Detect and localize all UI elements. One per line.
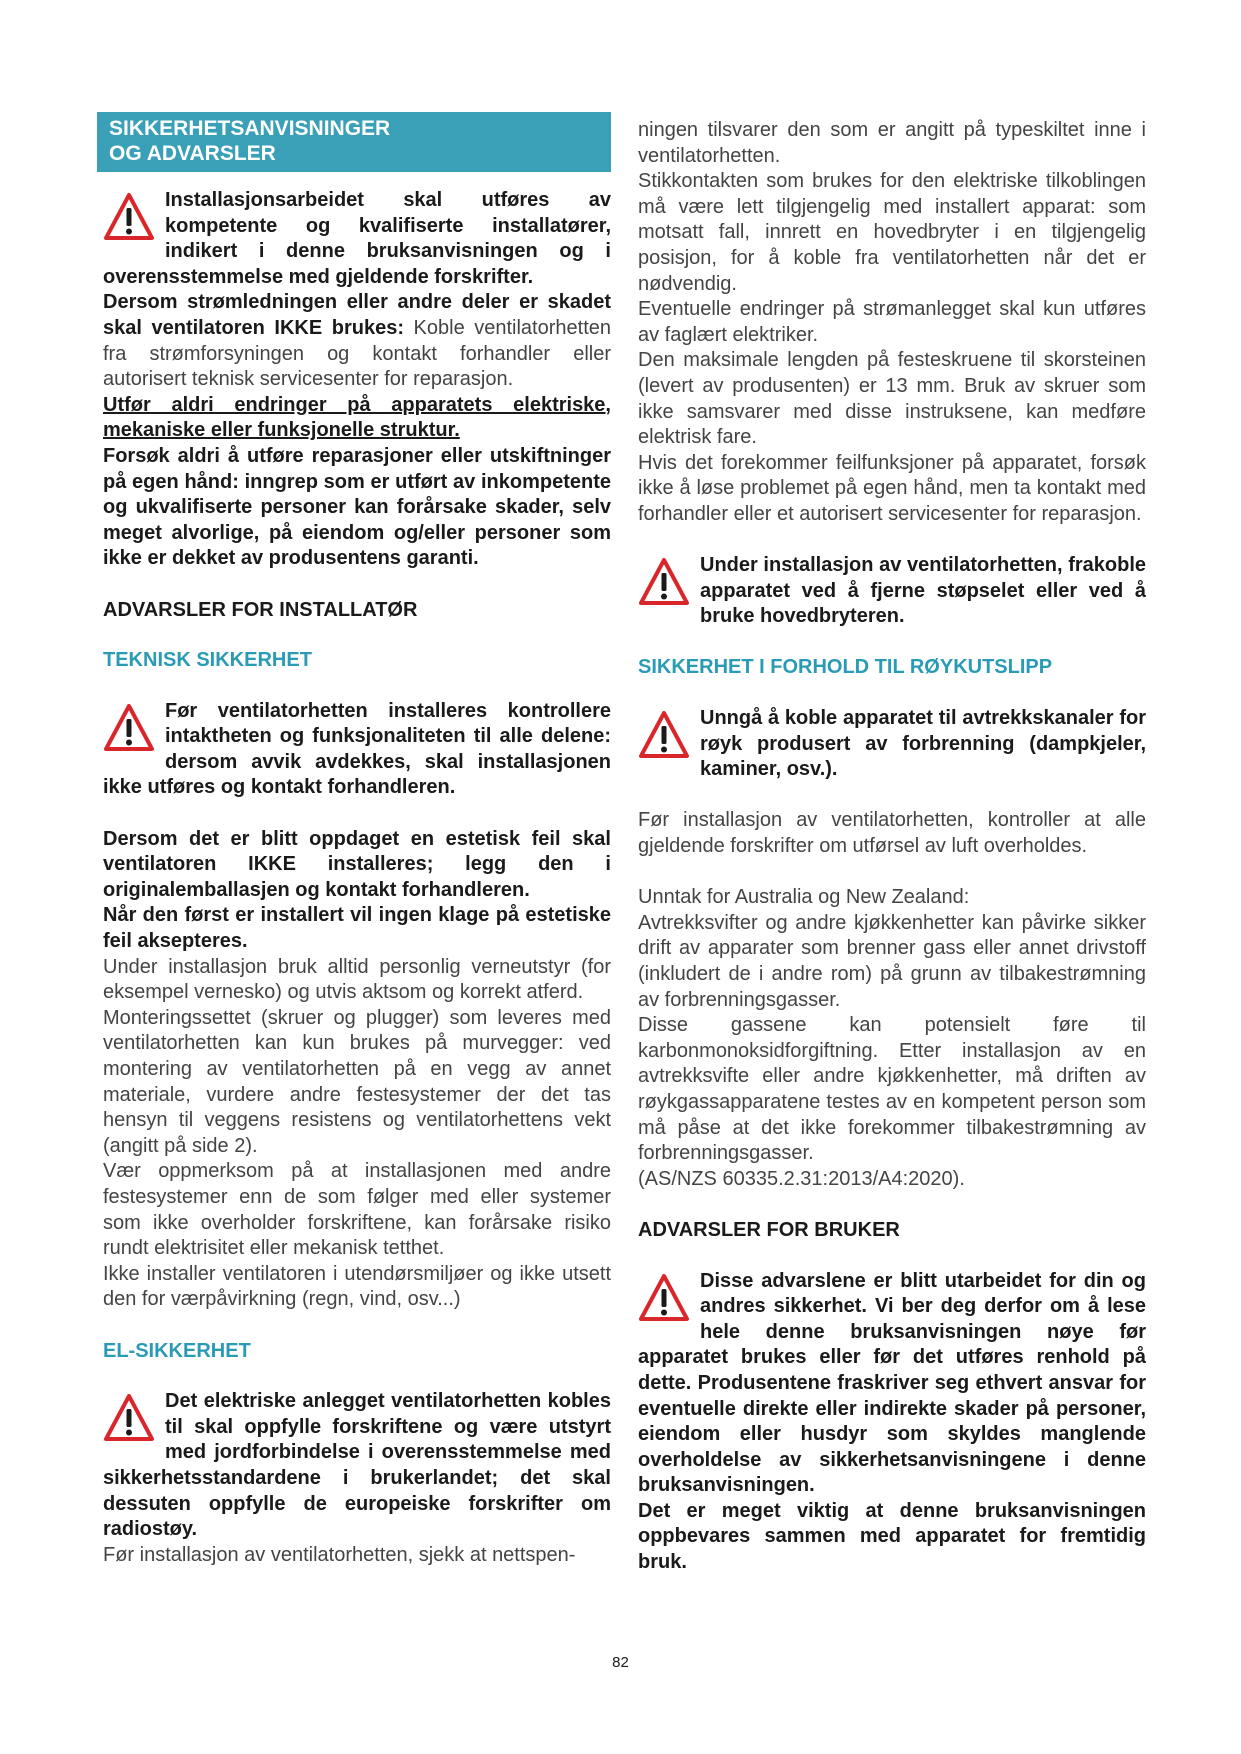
paragraph-rating-plate: ningen tilsvarer den som er angitt på typeskiltet inne i ventilatorhetten.	[638, 119, 1146, 167]
paragraph-keep-manual: Det er meget viktig at denne bruksanvisningen oppbevares sammen med apparatet for fremtidig bruk.	[638, 1499, 1146, 1574]
warning-electrical-system: Det elektriske anlegget ventilatorhetten kobles til skal oppfylle forskriftene og være utstyrt med jordforbindelse i overensstemmelse med sikkerhetsstandardene i brukerlandet; det skal dessuten oppfylle de europeiske forskrifter om radiostøy.	[103, 1390, 611, 1541]
left-column	[103, 112, 611, 1568]
paragraph-standard-ref: (AS/NZS 60335.2.31:2013/A4:2020).	[638, 1167, 965, 1190]
paragraph-screw-length: Den maksimale lengden på festeskruene til skorsteinen (levert av produsenten) er 13 mm. Bruk av skruer som ikke samsvarer med disse instruksene, kan medføre elektrisk fare.	[638, 349, 1146, 449]
paragraph-no-modifications: Utfør aldri endringer på apparatets elektriske, mekaniske eller funksjonelle struktur.	[103, 393, 611, 442]
heading-installer-warnings: ADVARSLER FOR INSTALLATØR	[103, 598, 418, 621]
paragraph-no-complaints: Når den først er installert vil ingen klage på estetiske feil aksepteres.	[103, 904, 611, 953]
warning-check-parts: Før ventilatorhetten installeres kontrollere intaktheten og funksjonaliteten til alle delene: dersom avvik avdekkes, skal installasjonen ikke utføres og kontakt forhandleren.	[103, 699, 611, 799]
paragraph-other-fixings: Vær oppmerksom på at installasjonen med andre festesystemer enn de som følger med eller systemer som ikke overholder forskriftene, kan forårsake risiko rundt elektrisitet eller mekanisk tetthet.	[103, 1160, 611, 1260]
paragraph-mounting-kit: Monteringssettet (skruer og plugger) som leveres med ventilatorhetten kan kun brukes på murvegger: ved montering av ventilatorhetten på en vegg av annet materiale, vurdere andre festesystemer der det tas hensyn til veggens resistens og ventilatorhettens vekt (angitt på side 2).	[103, 1006, 611, 1157]
warning-user-safety: Disse advarslene er blitt utarbeidet for din og andres sikkerhet. Vi ber deg derfor om å lese hele denne bruksanvisningen nøye før apparatet brukes eller før det utføres renhold på dette. Produsentene fraskriver seg ethvert ansvar for eventuelle direkte eller indirekte skader på personer, eiendom eller husdyr som skyldes manglende overholdelse av sikkerhetsanvisningene i denne bruksanvisningen.	[638, 1269, 1146, 1497]
paragraph-air-regulations: Før installasjon av ventilatorhetten, kontroller at alle gjeldende forskrifter om utførsel av luft overholdes.	[638, 809, 1146, 858]
paragraph-damaged-cable: Dersom strømledningen eller andre deler er skadet skal ventilatoren IKKE brukes: Koble ventilatorhetten fra strømforsyningen og kontakt forhandler eller autorisert teknisk servicesenter for reparasjon.	[103, 291, 612, 391]
heading-technical-safety: TEKNISK SIKKERHET	[103, 649, 312, 672]
warning-installation: Installasjonsarbeidet skal utføres av kompetente og kvalifiserte installatører, indikert i denne bruksanvisningen og i overensstemmelse med gjeldende forskrifter.	[103, 189, 611, 288]
heading-user-warnings: ADVARSLER FOR BRUKER	[638, 1218, 900, 1241]
warning-triangle-icon	[638, 557, 690, 607]
paragraph-protective-equipment: Under installasjon bruk alltid personlig verneutstyr (for eksempel vernesko) og utvis aktsom og korrekt atferd.	[103, 955, 611, 1004]
right-column	[638, 118, 1146, 1576]
paragraph-gas-appliances: Avtrekksvifter og andre kjøkkenhetter kan påvirke sikker drift av apparater som brenner gass eller annet drivstoff (inkludert de i andre rom) på grunn av tilbakestrømning av forbrenningsgasser.	[638, 911, 1146, 1011]
paragraph-aesthetic-defect: Dersom det er blitt oppdaget en estetisk feil skal ventilatoren IKKE installeres; legg den i originalemballasjen og kontakt forhandleren.	[103, 827, 611, 901]
page-number: 82	[612, 1654, 629, 1671]
paragraph-exception-heading: Unntak for Australia og New Zealand:	[638, 886, 970, 909]
warning-triangle-icon	[638, 710, 690, 760]
paragraph-malfunctions: Hvis det forekommer feilfunksjoner på apparatet, forsøk ikke å løse problemet på egen hånd, men ta kontakt med forhandler eller et autorisert servicesenter for reparasjon.	[638, 451, 1146, 525]
paragraph-voltage-check: Før installasjon av ventilatorhetten, sjekk at nettspen-	[103, 1543, 576, 1566]
paragraph-socket: Stikkontakten som brukes for den elektriske tilkoblingen må være lett tilgjengelig med installert apparat: som motsatt fall, innrett en hovedbryter i en tilgjengelig posisjon, for å koble fra ventilatorhetten når det er nødvendig.	[638, 170, 1146, 295]
paragraph-outdoor: Ikke installer ventilatoren i utendørsmiljøer og ikke utsett den for værpåvirkning (regn, vind, osv...)	[103, 1262, 611, 1311]
paragraph-no-repairs: Forsøk aldri å utføre reparasjoner eller utskiftninger på egen hånd: inngrep som er utført av inkompetente og ukvalifiserte personer kan forårsake skader, selv meget alvorlige, på eiendom og/eller personer som ikke er dekket av produsentens garanti.	[103, 444, 611, 570]
heading-smoke-safety: SIKKERHET I FORHOLD TIL RØYKUTSLIPP	[638, 656, 1053, 679]
warning-triangle-icon	[103, 703, 155, 753]
warning-triangle-icon	[103, 192, 155, 242]
paragraph-electrician: Eventuelle endringer på strømanlegget skal kun utføres av faglært elektriker.	[638, 298, 1146, 346]
warning-triangle-icon	[638, 1273, 690, 1323]
warning-disconnect: Under installasjon av ventilatorhetten, frakoble apparatet ved å fjerne støpselet eller ved å bruke hovedbryteren.	[638, 553, 1146, 630]
paragraph-carbon-monoxide: Disse gassene kan potensielt føre til karbonmonoksidforgiftning. Etter installasjon av en avtrekksvifte eller andre kjøkkenhetter, må driften av røykgassapparatene testes av en kompetent person som må påse at det ikke forekommer tilbakestrømning av forbrenningsgasser.	[638, 1014, 1146, 1165]
section-banner: SIKKERHETSANVISNINGER OG ADVARSLER	[97, 112, 611, 172]
warning-triangle-icon	[103, 1393, 155, 1443]
heading-electrical-safety: EL-SIKKERHET	[103, 1339, 251, 1362]
warning-flue-ducts: Unngå å koble apparatet til avtrekkskanaler for røyk produsert av forbrenning (dampkjeler, kaminer, osv.).	[638, 706, 1146, 783]
